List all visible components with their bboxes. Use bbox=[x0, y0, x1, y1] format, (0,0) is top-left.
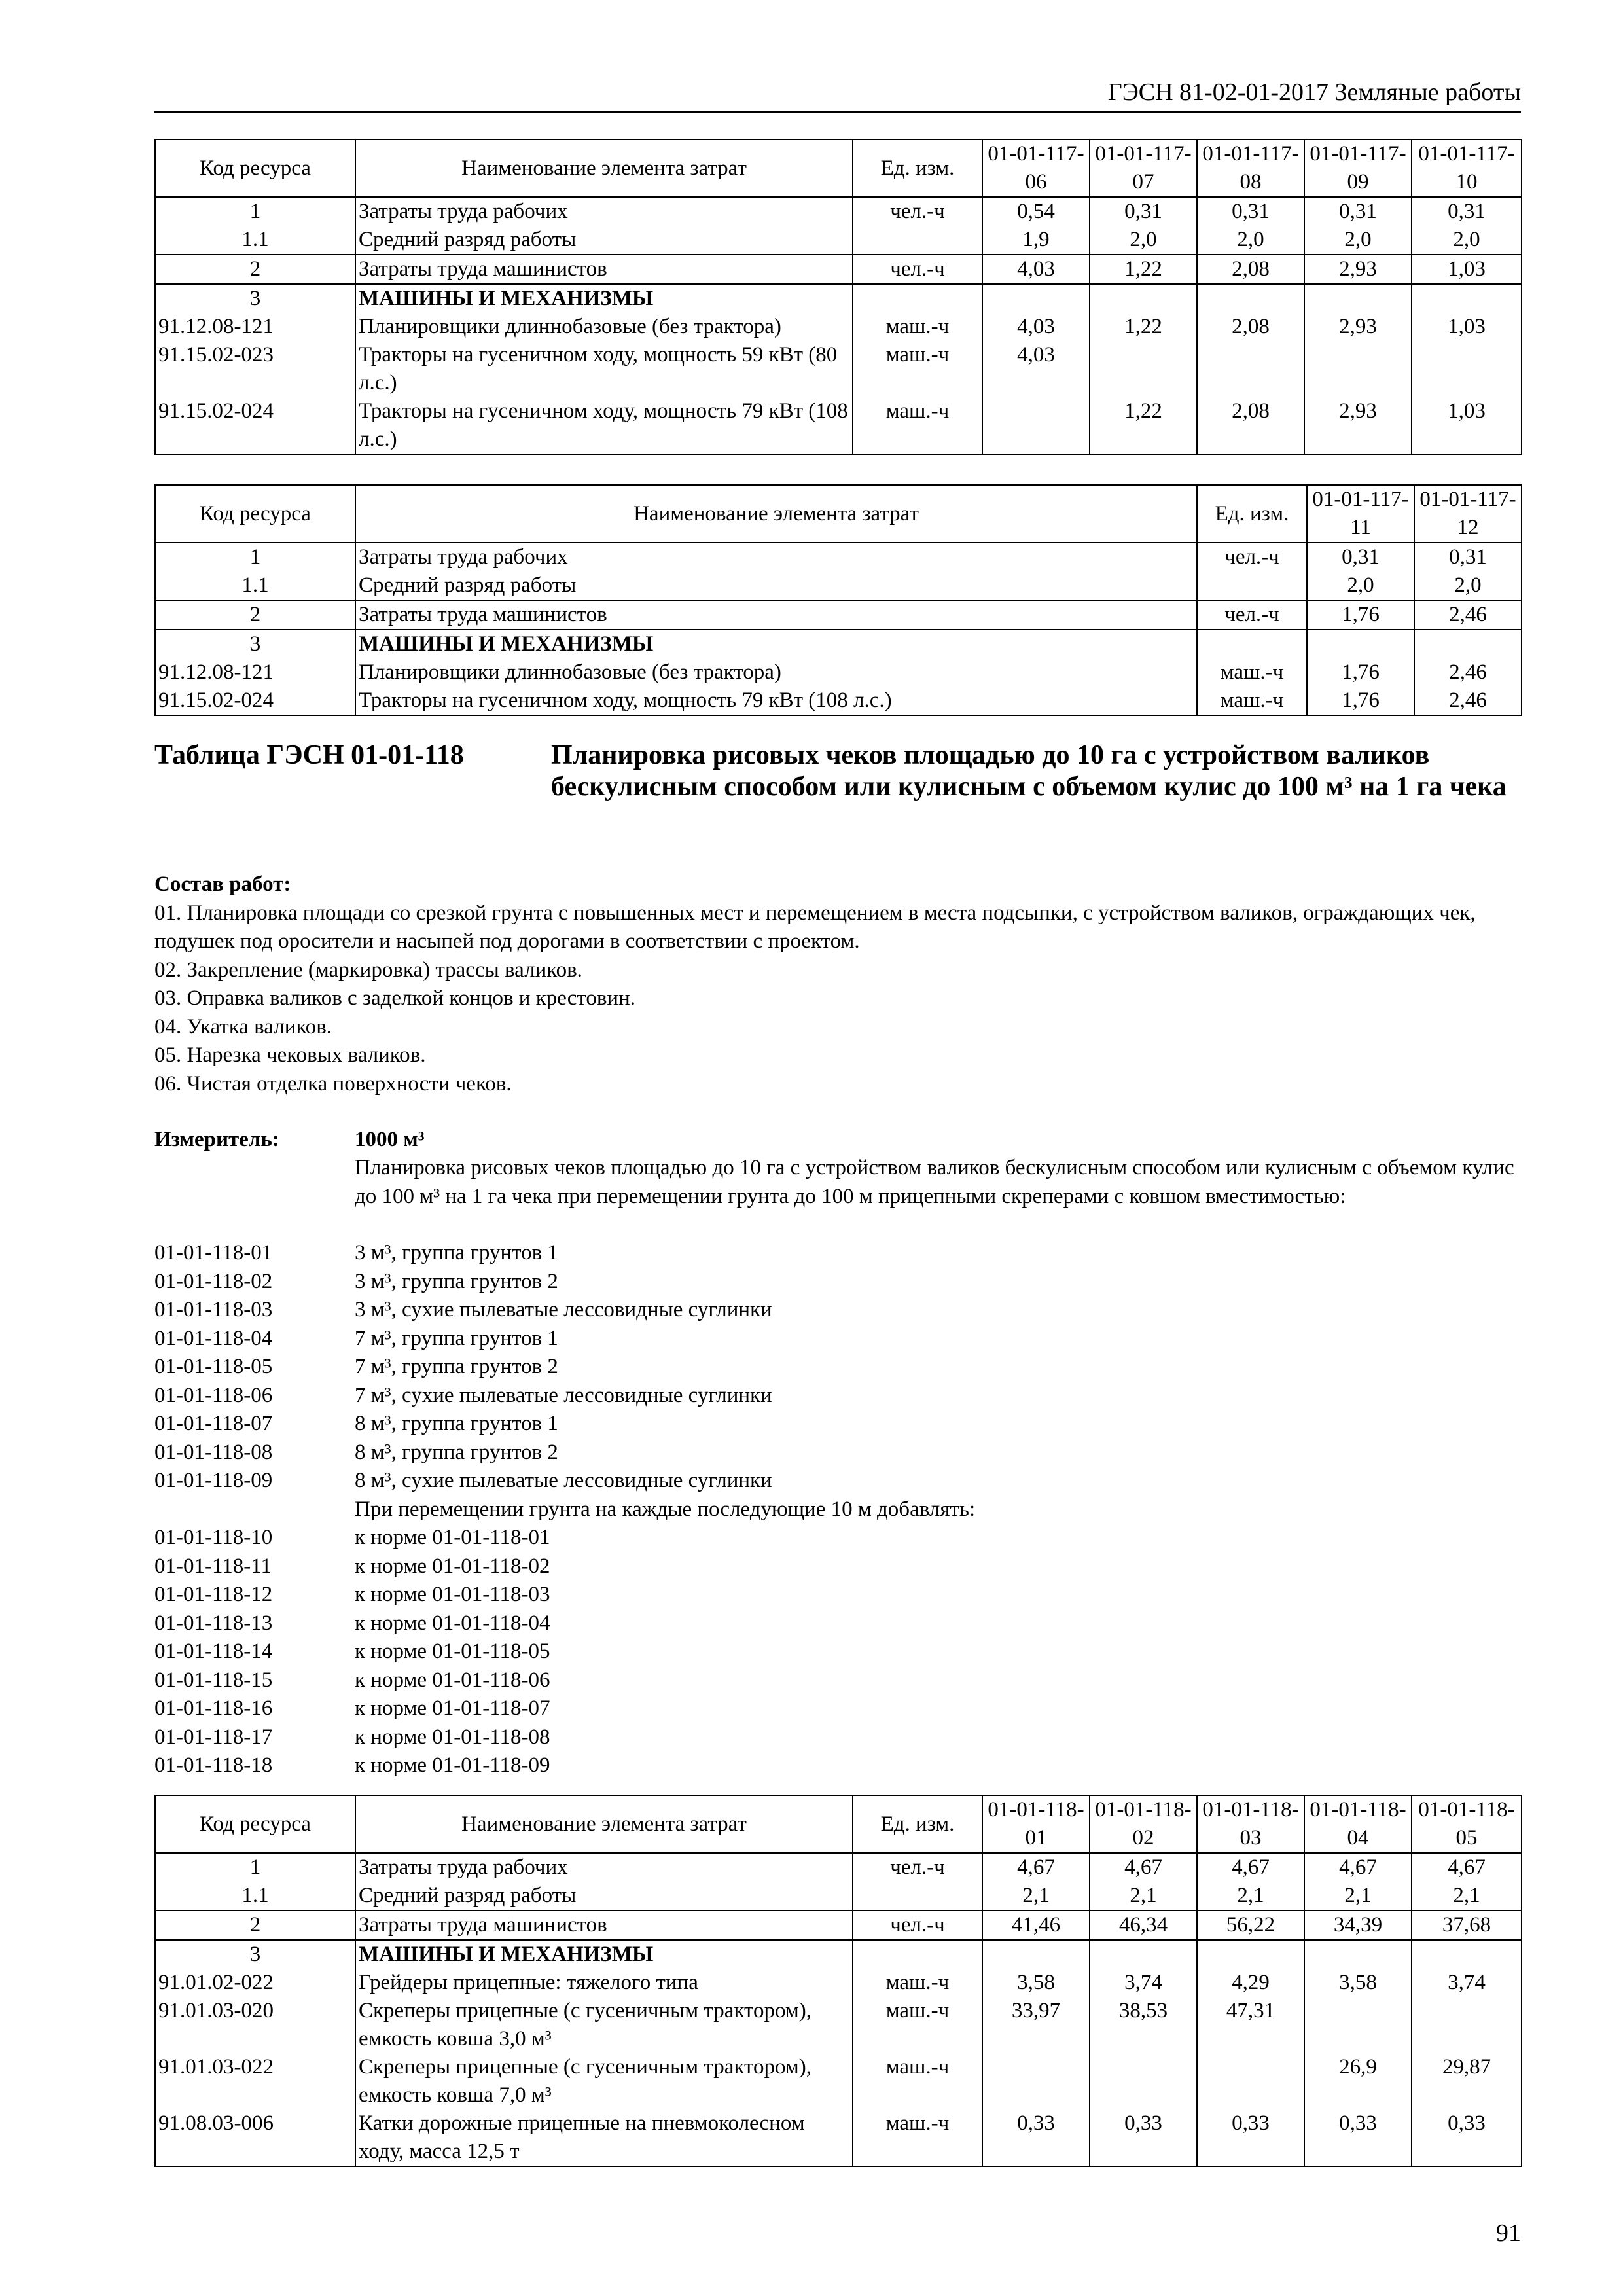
norm-code: 01-01-118-04 bbox=[154, 1326, 273, 1350]
value: 0,31 bbox=[1090, 197, 1197, 226]
section-title: Планировка рисовых чеков площадью до 10 га с устройством валиков бескулисным способом или кулисным с объемом кулис до 100 м³ на 1 га чека bbox=[551, 740, 1507, 802]
value: 0,33 bbox=[1090, 2109, 1197, 2166]
resource-code: 2 bbox=[155, 255, 355, 284]
value: 0,31 bbox=[1414, 543, 1522, 571]
header-norm-code: 01-01-117-06 bbox=[982, 139, 1090, 197]
header-unit: Ед. изм. bbox=[853, 139, 982, 197]
unit: маш.-ч bbox=[853, 1969, 982, 1997]
norm-desc: 7 м³, группа грунтов 1 bbox=[355, 1326, 558, 1350]
resource-code: 1 bbox=[155, 1853, 355, 1882]
table-row bbox=[155, 1910, 1522, 1940]
unit: маш.-ч bbox=[853, 313, 982, 341]
cost-name: Средний разряд работы bbox=[355, 1882, 853, 1910]
header-unit: Ед. изм. bbox=[853, 1795, 982, 1853]
value: 1,03 bbox=[1412, 313, 1522, 341]
meter-description: Планировка рисовых чеков площадью до 10 га с устройством валиков бескулисным способом или кулисным с объемом кулис до 100 м³ на 1 га чека при перемещении грунта до 100 м прицепными скреперами с ковшом вместимостью: bbox=[355, 1156, 1514, 1208]
list-item bbox=[154, 1268, 1526, 1297]
table-row bbox=[155, 687, 1522, 715]
table-label: Таблица ГЭСН 01-01-118 bbox=[154, 740, 464, 770]
value: 3,58 bbox=[1304, 1969, 1412, 1997]
value: 2,0 bbox=[1414, 571, 1522, 600]
unit: чел.-ч bbox=[853, 197, 982, 226]
header-norm-code: 01-01-117-09 bbox=[1304, 139, 1412, 197]
value: 4,03 bbox=[982, 313, 1090, 341]
norm-code: 01-01-118-03 bbox=[154, 1298, 273, 1321]
cost-name: Затраты труда машинистов bbox=[355, 255, 853, 284]
norm-code: 01-01-118-06 bbox=[154, 1383, 273, 1407]
resource-code: 1.1 bbox=[155, 226, 355, 255]
value: 0,31 bbox=[1304, 197, 1412, 226]
value bbox=[1197, 341, 1304, 397]
list-item bbox=[154, 1638, 1526, 1666]
norm-desc: к норме 01-01-118-03 bbox=[355, 1583, 550, 1606]
list-item bbox=[154, 1467, 1526, 1496]
work-heading: Состав работ: bbox=[154, 872, 291, 896]
table-row bbox=[155, 397, 1522, 454]
cost-name: Средний разряд работы bbox=[355, 571, 1197, 600]
value: 2,93 bbox=[1304, 313, 1412, 341]
resource-code: 2 bbox=[155, 1910, 355, 1940]
value: 1,76 bbox=[1307, 658, 1414, 687]
work-item: 03. Оправка валиков с заделкой концов и крестовин. bbox=[154, 986, 636, 1010]
table-header-row bbox=[155, 1795, 1522, 1853]
norm-desc: к норме 01-01-118-07 bbox=[355, 1696, 550, 1720]
value: 0,33 bbox=[982, 2109, 1090, 2166]
table-row bbox=[155, 630, 1522, 658]
norm-desc: к норме 01-01-118-06 bbox=[355, 1668, 550, 1692]
norm-code: 01-01-118-01 bbox=[154, 1241, 273, 1265]
table-row bbox=[155, 197, 1522, 226]
value: 29,87 bbox=[1412, 2053, 1522, 2109]
list-item bbox=[154, 1410, 1526, 1439]
resource-table-117-11-12 bbox=[154, 484, 1522, 716]
header-cost-name: Наименование элемента затрат bbox=[355, 1795, 853, 1853]
value: 4,03 bbox=[982, 255, 1090, 284]
value: 2,1 bbox=[1090, 1882, 1197, 1910]
norm-desc: к норме 01-01-118-09 bbox=[355, 1753, 550, 1777]
header-resource-code: Код ресурса bbox=[155, 1795, 355, 1853]
value: 0,33 bbox=[1412, 2109, 1522, 2166]
value: 2,0 bbox=[1197, 226, 1304, 255]
resource-code: 91.12.08-121 bbox=[155, 658, 355, 687]
table-row bbox=[155, 600, 1522, 630]
unit: маш.-ч bbox=[853, 2053, 982, 2109]
cost-name: Средний разряд работы bbox=[355, 226, 853, 255]
unit: маш.-ч bbox=[853, 341, 982, 397]
value: 41,46 bbox=[982, 1910, 1090, 1940]
value: 1,22 bbox=[1090, 397, 1197, 454]
resource-code: 1.1 bbox=[155, 1882, 355, 1910]
norm-code: 01-01-118-16 bbox=[154, 1696, 273, 1720]
value: 4,67 bbox=[1412, 1853, 1522, 1882]
table-header-row bbox=[155, 139, 1522, 197]
cost-name: Затраты труда рабочих bbox=[355, 1853, 853, 1882]
value: 4,67 bbox=[1304, 1853, 1412, 1882]
resource-code: 91.15.02-024 bbox=[155, 687, 355, 715]
table-row bbox=[155, 2109, 1522, 2166]
value: 0,31 bbox=[1197, 197, 1304, 226]
norm-desc: 8 м³, сухие пылеватые лессовидные суглинки bbox=[355, 1469, 772, 1492]
norm-code: 01-01-118-15 bbox=[154, 1668, 273, 1692]
value: 33,97 bbox=[982, 1997, 1090, 2053]
table-row bbox=[155, 1940, 1522, 1969]
resource-code: 3 bbox=[155, 630, 355, 658]
resource-code: 91.01.02-022 bbox=[155, 1969, 355, 1997]
header-cost-name: Наименование элемента затрат bbox=[355, 485, 1197, 543]
work-item: 04. Укатка валиков. bbox=[154, 1014, 332, 1039]
header-norm-code: 01-01-118-01 bbox=[982, 1795, 1090, 1853]
value: 1,9 bbox=[982, 226, 1090, 255]
value: 34,39 bbox=[1304, 1910, 1412, 1940]
table-row bbox=[155, 658, 1522, 687]
norm-code: 01-01-118-13 bbox=[154, 1611, 273, 1635]
unit: чел.-ч bbox=[853, 1853, 982, 1882]
value: 2,0 bbox=[1090, 226, 1197, 255]
list-item bbox=[154, 1325, 1526, 1354]
table-row bbox=[155, 1853, 1522, 1882]
cost-name: Скреперы прицепные (с гусеничным трактором), емкость ковша 7,0 м³ bbox=[355, 2053, 853, 2109]
norm-desc: к норме 01-01-118-08 bbox=[355, 1725, 550, 1749]
value: 0,31 bbox=[1412, 197, 1522, 226]
resource-code: 91.01.03-022 bbox=[155, 2053, 355, 2109]
value bbox=[1412, 1997, 1522, 2053]
value: 46,34 bbox=[1090, 1910, 1197, 1940]
header-norm-code: 01-01-117-12 bbox=[1414, 485, 1522, 543]
cost-name: Затраты труда рабочих bbox=[355, 543, 1197, 571]
value: 2,93 bbox=[1304, 255, 1412, 284]
value: 2,1 bbox=[982, 1882, 1090, 1910]
header-cost-name: Наименование элемента затрат bbox=[355, 139, 853, 197]
cost-name: Планировщики длиннобазовые (без трактора) bbox=[355, 658, 1197, 687]
value: 2,46 bbox=[1414, 658, 1522, 687]
table-row bbox=[155, 543, 1522, 571]
unit: чел.-ч bbox=[1197, 600, 1307, 630]
value: 2,08 bbox=[1197, 313, 1304, 341]
value: 4,03 bbox=[982, 341, 1090, 397]
table-row bbox=[155, 255, 1522, 284]
cost-name: Затраты труда машинистов bbox=[355, 600, 1197, 630]
value: 1,76 bbox=[1307, 600, 1414, 630]
value: 0,33 bbox=[1304, 2109, 1412, 2166]
unit: чел.-ч bbox=[853, 1910, 982, 1940]
value: 3,58 bbox=[982, 1969, 1090, 1997]
value bbox=[1412, 341, 1522, 397]
resource-code: 3 bbox=[155, 1940, 355, 1969]
resource-code: 91.15.02-023 bbox=[155, 341, 355, 397]
cost-name: Тракторы на гусеничном ходу, мощность 79 кВт (108 л.с.) bbox=[355, 687, 1197, 715]
value: 4,29 bbox=[1197, 1969, 1304, 1997]
norm-desc: 8 м³, группа грунтов 1 bbox=[355, 1412, 558, 1435]
norm-desc: к норме 01-01-118-01 bbox=[355, 1526, 550, 1549]
norm-code: 01-01-118-02 bbox=[154, 1269, 273, 1293]
work-item: 01. Планировка площади со срезкой грунта с повышенных мест и перемещением в места подсыпки, с устройством валиков, ограждающих чек, подушек под оросители и насыпей под дорогами в соответствии с проектом. bbox=[154, 901, 1476, 953]
value: 37,68 bbox=[1412, 1910, 1522, 1940]
table-row bbox=[155, 1882, 1522, 1910]
value: 0,33 bbox=[1197, 2109, 1304, 2166]
norm-desc: к норме 01-01-118-02 bbox=[355, 1554, 550, 1578]
work-item: 06. Чистая отделка поверхности чеков. bbox=[154, 1071, 512, 1096]
resource-code: 1.1 bbox=[155, 571, 355, 600]
norm-desc: 8 м³, группа грунтов 2 bbox=[355, 1440, 558, 1464]
value: 2,0 bbox=[1412, 226, 1522, 255]
norm-desc: 7 м³, группа грунтов 2 bbox=[355, 1355, 558, 1378]
list-item bbox=[154, 1524, 1526, 1552]
header-norm-code: 01-01-117-10 bbox=[1412, 139, 1522, 197]
norm-code: 01-01-118-11 bbox=[154, 1554, 272, 1578]
table-row bbox=[155, 2053, 1522, 2109]
list-item bbox=[154, 1723, 1526, 1752]
norm-list bbox=[154, 1239, 1526, 1780]
value: 3,74 bbox=[1412, 1969, 1522, 1997]
table-header-row bbox=[155, 485, 1522, 543]
section-heading: МАШИНЫ И МЕХАНИЗМЫ bbox=[355, 1940, 853, 1969]
norm-code: 01-01-118-12 bbox=[154, 1583, 273, 1606]
unit bbox=[1197, 571, 1307, 600]
norm-code: 01-01-118-18 bbox=[154, 1753, 273, 1777]
norm-code: 01-01-118-05 bbox=[154, 1355, 273, 1378]
resource-code: 3 bbox=[155, 284, 355, 313]
work-composition bbox=[154, 870, 1521, 1098]
norm-code: 01-01-118-09 bbox=[154, 1469, 273, 1492]
value: 2,08 bbox=[1197, 397, 1304, 454]
value bbox=[1197, 2053, 1304, 2109]
resource-code: 91.08.03-006 bbox=[155, 2109, 355, 2166]
resource-code: 2 bbox=[155, 600, 355, 630]
value bbox=[982, 2053, 1090, 2109]
table-row bbox=[155, 226, 1522, 255]
resource-code: 91.01.03-020 bbox=[155, 1997, 355, 2053]
cost-name: Тракторы на гусеничном ходу, мощность 59 кВт (80 л.с.) bbox=[355, 341, 853, 397]
cost-name: Грейдеры прицепные: тяжелого типа bbox=[355, 1969, 853, 1997]
list-item bbox=[154, 1496, 1526, 1524]
norm-code: 01-01-118-07 bbox=[154, 1412, 273, 1435]
unit: маш.-ч bbox=[853, 2109, 982, 2166]
section-heading: МАШИНЫ И МЕХАНИЗМЫ bbox=[355, 630, 1197, 658]
cost-name: Тракторы на гусеничном ходу, мощность 79 кВт (108 л.с.) bbox=[355, 397, 853, 454]
header-norm-code: 01-01-118-02 bbox=[1090, 1795, 1197, 1853]
header-norm-code: 01-01-117-07 bbox=[1090, 139, 1197, 197]
value: 4,67 bbox=[1197, 1853, 1304, 1882]
list-item bbox=[154, 1609, 1526, 1638]
table-row bbox=[155, 284, 1522, 313]
value: 1,22 bbox=[1090, 313, 1197, 341]
value: 1,03 bbox=[1412, 255, 1522, 284]
header-resource-code: Код ресурса bbox=[155, 139, 355, 197]
add-note: При перемещении грунта на каждые последующие 10 м добавлять: bbox=[355, 1497, 976, 1521]
list-item bbox=[154, 1751, 1526, 1780]
list-item bbox=[154, 1353, 1526, 1382]
value bbox=[1304, 341, 1412, 397]
value: 4,67 bbox=[1090, 1853, 1197, 1882]
table-row bbox=[155, 1997, 1522, 2053]
unit bbox=[853, 1882, 982, 1910]
cost-name: Катки дорожные прицепные на пневмоколесном ходу, масса 12,5 т bbox=[355, 2109, 853, 2166]
norm-code: 01-01-118-14 bbox=[154, 1640, 273, 1663]
value: 2,0 bbox=[1307, 571, 1414, 600]
value: 2,46 bbox=[1414, 600, 1522, 630]
norm-desc: 3 м³, сухие пылеватые лессовидные суглинки bbox=[355, 1298, 772, 1321]
table-row bbox=[155, 571, 1522, 600]
header-norm-code: 01-01-118-04 bbox=[1304, 1795, 1412, 1853]
work-item: 05. Нарезка чековых валиков. bbox=[154, 1043, 426, 1067]
norm-code: 01-01-118-08 bbox=[154, 1440, 273, 1464]
value: 38,53 bbox=[1090, 1997, 1197, 2053]
value: 2,93 bbox=[1304, 397, 1412, 454]
list-item bbox=[154, 1439, 1526, 1467]
header-norm-code: 01-01-117-11 bbox=[1307, 485, 1414, 543]
unit: маш.-ч bbox=[853, 1997, 982, 2053]
meter-value: 1000 м³ bbox=[355, 1128, 425, 1151]
unit: чел.-ч bbox=[853, 255, 982, 284]
unit: чел.-ч bbox=[1197, 543, 1307, 571]
norm-code: 01-01-118-10 bbox=[154, 1526, 273, 1549]
list-item bbox=[154, 1296, 1526, 1325]
list-item bbox=[154, 1695, 1526, 1723]
resource-table-118-01-05 bbox=[154, 1795, 1522, 2167]
value: 3,74 bbox=[1090, 1969, 1197, 1997]
list-item bbox=[154, 1239, 1526, 1268]
meter-label: Измеритель: bbox=[154, 1128, 279, 1151]
resource-code: 1 bbox=[155, 543, 355, 571]
resource-code: 1 bbox=[155, 197, 355, 226]
value: 1,22 bbox=[1090, 255, 1197, 284]
value: 2,1 bbox=[1304, 1882, 1412, 1910]
norm-desc: к норме 01-01-118-05 bbox=[355, 1640, 550, 1663]
header-resource-code: Код ресурса bbox=[155, 485, 355, 543]
value: 26,9 bbox=[1304, 2053, 1412, 2109]
running-header: ГЭСН 81-02-01-2017 Земляные работы bbox=[154, 73, 1521, 113]
header-unit: Ед. изм. bbox=[1197, 485, 1307, 543]
list-item bbox=[154, 1382, 1526, 1410]
value bbox=[982, 397, 1090, 454]
unit bbox=[853, 226, 982, 255]
section-heading: МАШИНЫ И МЕХАНИЗМЫ bbox=[355, 284, 853, 313]
page-number: 91 bbox=[1496, 2219, 1521, 2247]
value: 47,31 bbox=[1197, 1997, 1304, 2053]
value: 1,76 bbox=[1307, 687, 1414, 715]
table-row bbox=[155, 341, 1522, 397]
table-row bbox=[155, 1969, 1522, 1997]
list-item bbox=[154, 1581, 1526, 1609]
cost-name: Планировщики длиннобазовые (без трактора) bbox=[355, 313, 853, 341]
norm-desc: 7 м³, сухие пылеватые лессовидные суглинки bbox=[355, 1383, 772, 1407]
value: 2,0 bbox=[1304, 226, 1412, 255]
table-row bbox=[155, 313, 1522, 341]
unit: маш.-ч bbox=[1197, 658, 1307, 687]
value bbox=[1304, 1997, 1412, 2053]
resource-code: 91.12.08-121 bbox=[155, 313, 355, 341]
value bbox=[1090, 341, 1197, 397]
value: 2,08 bbox=[1197, 255, 1304, 284]
value: 56,22 bbox=[1197, 1910, 1304, 1940]
list-item bbox=[154, 1666, 1526, 1695]
cost-name: Затраты труда машинистов bbox=[355, 1910, 853, 1940]
value: 2,1 bbox=[1197, 1882, 1304, 1910]
norm-code: 01-01-118-17 bbox=[154, 1725, 273, 1749]
unit: маш.-ч bbox=[1197, 687, 1307, 715]
unit: маш.-ч bbox=[853, 397, 982, 454]
value: 0,54 bbox=[982, 197, 1090, 226]
resource-code: 91.15.02-024 bbox=[155, 397, 355, 454]
cost-name: Затраты труда рабочих bbox=[355, 197, 853, 226]
norm-desc: 3 м³, группа грунтов 1 bbox=[355, 1241, 558, 1265]
list-item bbox=[154, 1552, 1526, 1581]
header-norm-code: 01-01-118-03 bbox=[1197, 1795, 1304, 1853]
cost-name: Скреперы прицепные (с гусеничным трактором), емкость ковша 3,0 м³ bbox=[355, 1997, 853, 2053]
norm-desc: 3 м³, группа грунтов 2 bbox=[355, 1269, 558, 1293]
value bbox=[1090, 2053, 1197, 2109]
norm-desc: к норме 01-01-118-04 bbox=[355, 1611, 550, 1635]
value: 0,31 bbox=[1307, 543, 1414, 571]
value: 1,03 bbox=[1412, 397, 1522, 454]
header-norm-code: 01-01-118-05 bbox=[1412, 1795, 1522, 1853]
work-item: 02. Закрепление (маркировка) трассы валиков. bbox=[154, 958, 582, 982]
value: 2,1 bbox=[1412, 1882, 1522, 1910]
value: 2,46 bbox=[1414, 687, 1522, 715]
resource-table-117-06-10 bbox=[154, 139, 1522, 455]
value: 4,67 bbox=[982, 1853, 1090, 1882]
header-norm-code: 01-01-117-08 bbox=[1197, 139, 1304, 197]
